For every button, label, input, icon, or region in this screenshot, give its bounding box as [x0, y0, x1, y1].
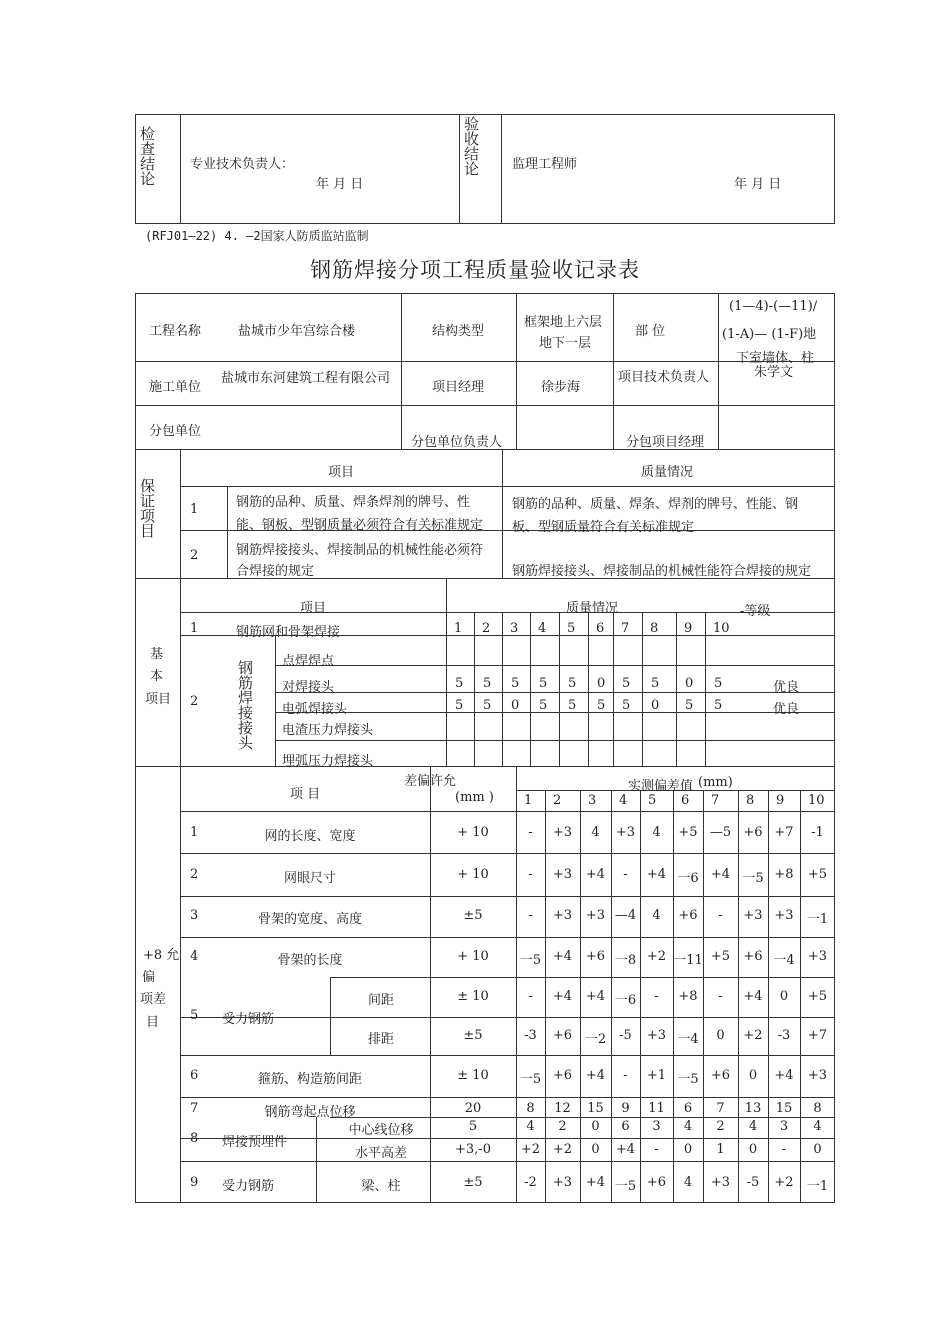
- allow-row-name: 网眼尺寸: [283, 871, 336, 886]
- basic-sub-val: 5: [455, 676, 464, 691]
- page-title: 钢筋焊接分项工程质量验收记录表: [310, 258, 640, 282]
- allow-row-no: 9: [190, 1175, 199, 1190]
- basic-col-num: 10: [713, 621, 730, 636]
- allow-row-val: +5: [710, 949, 731, 964]
- allow-row-val: 4: [683, 1119, 693, 1134]
- allow-row-allow: ±5: [463, 1028, 483, 1043]
- basic-sub-val: 0: [685, 676, 694, 691]
- allow-col-measure-unit: (mm): [698, 775, 733, 790]
- allow-row-no: 4: [190, 949, 199, 964]
- basic-col-num: 5: [567, 621, 576, 636]
- divider: [613, 293, 614, 449]
- divider: [180, 449, 181, 578]
- allow-row-val: -3: [777, 1028, 791, 1043]
- allow-col-allow: 差偏许允: [404, 774, 457, 789]
- check-conclusion-label: 检查结论: [138, 126, 156, 186]
- divider: [275, 665, 835, 666]
- divider: [180, 811, 835, 812]
- allow-row-val: +8: [774, 867, 794, 882]
- basic-sub-val: 5: [539, 676, 548, 691]
- guarantee-col-quality: 质量情况: [641, 465, 694, 480]
- allow-row-no: 8: [190, 1131, 199, 1146]
- divider: [718, 293, 719, 449]
- basic-sub-val: 5: [568, 676, 577, 691]
- basic-col-num: 6: [596, 621, 605, 636]
- allow-row-val: 一1: [806, 1179, 829, 1194]
- basic-sub-name: 电渣压力焊接头: [282, 723, 374, 738]
- tech-label: 项目技术负责人: [618, 370, 710, 385]
- allow-row-val: -: [623, 867, 628, 882]
- basic-col-item: 项目: [300, 601, 327, 616]
- allow-col-num: 10: [808, 793, 825, 808]
- basic-col-num: 9: [684, 621, 693, 636]
- allow-row-val: 4: [591, 825, 600, 840]
- divider: [401, 293, 402, 449]
- allow-col-num: 6: [681, 793, 690, 808]
- basic-sub-val: 5: [483, 698, 492, 713]
- allow-row-val: +3: [552, 908, 573, 923]
- allow-row-val: +3: [807, 1068, 828, 1083]
- allow-row-val: 一1: [806, 912, 829, 927]
- allow-label: 偏: [142, 970, 156, 985]
- pm-label: 项目经理: [432, 380, 485, 395]
- sub-pm-label: 分包项目经理: [626, 435, 705, 450]
- allow-row-val: 4: [652, 908, 661, 923]
- allow-row-sub: 梁、柱: [361, 1179, 401, 1194]
- allow-row-name: 骨架的长度: [277, 953, 343, 968]
- basic-col-num: 2: [482, 621, 491, 636]
- basic-sub-val: 5: [568, 698, 577, 713]
- allow-row-val: +7: [774, 825, 794, 840]
- allow-row-val: -2: [524, 1175, 537, 1190]
- allow-row-val: -5: [619, 1028, 632, 1043]
- allow-row-val: 0: [591, 1142, 600, 1157]
- allow-row-val: +2: [646, 949, 667, 964]
- basic-label: 本: [150, 669, 164, 684]
- basic-col-num: 7: [621, 621, 630, 636]
- part-label: 部 位: [635, 324, 666, 339]
- allow-row-val: +5: [807, 989, 828, 1004]
- allow-row-val: -: [718, 989, 723, 1004]
- allow-row-val: 4: [748, 1119, 758, 1134]
- allow-row-val: +4: [743, 989, 763, 1004]
- g-row-item: 钢筋的品种、质量、焊条焊剂的牌号、性: [236, 495, 471, 510]
- allow-col-num: 5: [648, 793, 657, 808]
- project-name-label: 工程名称: [149, 324, 202, 339]
- pm: 徐步海: [541, 380, 581, 395]
- allow-row-val: 13: [744, 1101, 762, 1116]
- allow-col-num: 1: [524, 793, 533, 808]
- allow-row-val: +3: [552, 867, 573, 882]
- project-name: 盐城市少年宫综合楼: [238, 324, 356, 339]
- basic-col-num: 4: [538, 621, 547, 636]
- allow-row-val: 一5: [742, 871, 764, 886]
- part-3: 下室墙体、柱: [736, 351, 815, 366]
- allow-row-val: +6: [743, 825, 763, 840]
- allow-row-val: +6: [552, 1028, 573, 1043]
- allow-row-allow: ± 10: [457, 989, 489, 1004]
- allow-row-val: +6: [552, 1068, 573, 1083]
- basic-sub-val: 5: [714, 698, 723, 713]
- divider: [135, 405, 835, 406]
- divider: [180, 612, 835, 613]
- basic-label: 项目: [145, 692, 172, 707]
- date-1: 年 月 日: [316, 177, 364, 192]
- allow-row-allow: + 10: [457, 825, 489, 840]
- allow-row-val: 4: [526, 1119, 535, 1134]
- allow-row-val: +6: [585, 949, 606, 964]
- allow-row-val: 4: [813, 1119, 822, 1134]
- divider: [446, 578, 447, 766]
- guarantee-label: 保证项目: [138, 478, 156, 538]
- allow-row-val: +4: [646, 867, 667, 882]
- allow-col-num: 8: [746, 793, 755, 808]
- divider: [135, 766, 835, 767]
- builder: 盐城市东河建筑工程有限公司: [221, 371, 391, 386]
- basic-sub-val: 5: [483, 676, 492, 691]
- allow-row-val: -: [528, 825, 533, 840]
- allow-row-val: -: [781, 1142, 787, 1157]
- allow-row-val: +6: [710, 1068, 731, 1083]
- allow-row-val: -: [623, 1068, 628, 1083]
- allow-row-val: -: [528, 908, 533, 923]
- allow-row-val: 7: [716, 1101, 725, 1116]
- allow-row-name: 焊接预埋件: [222, 1135, 288, 1150]
- allow-row-val: +3: [552, 1175, 573, 1190]
- allow-row-val: 1: [716, 1142, 725, 1157]
- allow-row-val: 一5: [519, 953, 542, 968]
- basic-sub-val: 5: [597, 698, 606, 713]
- allow-row-val: +4: [585, 867, 606, 882]
- allow-row-val: -: [654, 989, 659, 1004]
- divider: [180, 1161, 835, 1162]
- allow-row-val: 一4: [773, 953, 795, 968]
- allow-row-allow: + 10: [457, 949, 489, 964]
- divider: [516, 293, 517, 449]
- allow-row-no: 1: [190, 825, 199, 840]
- allow-row-name: 受力钢筋: [222, 1012, 275, 1027]
- tech-person-label: 专业技术负责人：: [190, 157, 295, 172]
- allow-row-val: 3: [779, 1119, 789, 1134]
- allow-row-val: 6: [621, 1119, 630, 1134]
- allow-row-val: +4: [710, 867, 731, 882]
- basic-col-num: 1: [454, 621, 463, 636]
- allow-row-val: 一5: [677, 1072, 699, 1087]
- sub-head-label: 分包单位负责人: [411, 435, 503, 450]
- allow-row-allow: 5: [468, 1119, 478, 1134]
- part-2: (1-A)— (1-F)地: [722, 327, 817, 342]
- divider: [180, 937, 835, 938]
- divider: [227, 486, 228, 578]
- allow-row-val: 0: [813, 1142, 822, 1157]
- divider: [275, 740, 835, 741]
- divider: [180, 114, 181, 224]
- basic-row2-no: 2: [190, 694, 199, 709]
- allow-row-val: -: [718, 908, 723, 923]
- allow-row-val: 一8: [614, 953, 637, 968]
- structure-type-2: 地下一层: [539, 336, 592, 351]
- part-1: (1—4)-(—11)/: [729, 299, 818, 314]
- g-row-item: 钢筋焊接接头、焊接制品的机械性能必须符: [236, 543, 484, 558]
- allow-row-val: 一6: [614, 993, 637, 1008]
- guarantee-col-item: 项目: [328, 465, 355, 480]
- allow-row-val: 12: [554, 1101, 571, 1116]
- divider: [501, 114, 502, 224]
- basic-grade: -等级: [740, 604, 771, 619]
- basic-sub-val: 5: [511, 676, 520, 691]
- allow-row-name: 网的长度、宽度: [264, 829, 356, 844]
- divider: [275, 712, 835, 713]
- g-row-item: 能、钢板、型钢质量必须符合有关标准规定: [236, 518, 484, 533]
- allow-row-val: 0: [779, 989, 789, 1004]
- allow-row-val: 0: [683, 1142, 693, 1157]
- basic-sub-grade: 优良: [773, 680, 800, 695]
- allow-row-val: 0: [591, 1119, 600, 1134]
- allow-col-measure: 实测偏差值: [628, 779, 694, 794]
- date-2: 年 月 日: [734, 177, 782, 192]
- basic-sub-val: 5: [539, 698, 548, 713]
- allow-label: 项差: [140, 992, 167, 1007]
- basic-sub-val: 5: [622, 676, 631, 691]
- g-row-no: 1: [190, 502, 199, 517]
- basic-sub-val: 0: [511, 698, 520, 713]
- basic-sub-name: 对焊接头: [282, 680, 335, 695]
- supervisor-label: 监理工程师: [512, 157, 578, 172]
- allow-row-name: 箍筋、构造筋间距: [257, 1072, 362, 1087]
- allow-row-val: +3: [646, 1028, 667, 1043]
- basic-sub-val: 5: [651, 676, 660, 691]
- allow-row-allow: +3,-0: [455, 1142, 491, 1157]
- allow-row-allow: + 10: [457, 867, 489, 882]
- allow-row-val: 4: [683, 1175, 693, 1190]
- allow-row-val: 一6: [677, 871, 699, 886]
- divider: [330, 977, 331, 1055]
- allow-row-val: 11: [648, 1101, 665, 1116]
- structure-type-1: 框架地上六层: [524, 315, 603, 330]
- divider: [180, 1017, 835, 1018]
- basic-row1-no: 1: [190, 621, 199, 636]
- allow-row-val: 2: [716, 1119, 725, 1134]
- g-row-quality: 钢筋焊接接头、焊接制品的机械性能符合焊接的规定: [512, 564, 812, 579]
- allow-row-sub: 排距: [367, 1032, 394, 1047]
- divider: [180, 578, 181, 766]
- divider: [502, 449, 503, 578]
- allow-row-val: 一5: [614, 1179, 637, 1194]
- allow-row-allow: 20: [464, 1101, 482, 1116]
- basic-sub-name: 点焊焊点: [282, 654, 335, 669]
- basic-col-num: 8: [650, 621, 659, 636]
- basic-col-quality: 质量情况: [566, 601, 619, 616]
- divider: [275, 692, 835, 693]
- allow-row-val: +3: [585, 908, 606, 923]
- allow-row-val: 一5: [519, 1072, 542, 1087]
- basic-sub-val: 0: [651, 698, 660, 713]
- allow-row-name: 受力钢筋: [222, 1179, 275, 1194]
- allow-row-no: 5: [190, 1008, 199, 1023]
- allow-row-val: -: [528, 989, 533, 1004]
- allow-row-val: 3: [652, 1119, 661, 1134]
- allow-row-val: -5: [746, 1175, 760, 1190]
- allow-row-val: +2: [743, 1028, 763, 1043]
- basic-sub-val: 0: [597, 676, 606, 691]
- allow-row-no: 2: [190, 867, 199, 882]
- allow-row-val: 8: [526, 1101, 535, 1116]
- divider: [180, 486, 835, 487]
- builder-label: 施工单位: [149, 380, 202, 395]
- basic-sub-val: 5: [622, 698, 631, 713]
- allow-col-item: 项 目: [290, 787, 321, 802]
- allow-row-allow: ±5: [463, 1175, 483, 1190]
- basic-sub-val: 5: [455, 698, 464, 713]
- allow-row-val: +2: [774, 1175, 794, 1190]
- allow-row-sub: 中心线位移: [348, 1123, 414, 1138]
- allow-row-val: 0: [748, 1068, 758, 1083]
- allow-label: 目: [146, 1015, 160, 1030]
- allow-row-no: 3: [190, 908, 199, 923]
- accept-conclusion-label: 验收结论: [462, 116, 480, 176]
- allow-row-val: -: [654, 1142, 659, 1157]
- allow-row-val: +6: [646, 1175, 667, 1190]
- g-row-quality: 钢筋的品种、质量、焊条、焊剂的牌号、性能、钢: [512, 497, 799, 512]
- allow-col-num: 2: [553, 793, 562, 808]
- sub-label: 分包单位: [149, 424, 202, 439]
- divider: [330, 1117, 835, 1118]
- allow-row-val: +7: [807, 1028, 828, 1043]
- allow-row-val: 一4: [677, 1032, 699, 1047]
- allow-row-val: 0: [716, 1028, 725, 1043]
- allow-row-val: -3: [524, 1028, 537, 1043]
- allow-row-sub: 间距: [367, 993, 394, 1008]
- allow-row-val: +5: [678, 825, 698, 840]
- allow-row-val: 6: [683, 1101, 693, 1116]
- allow-row-val: —4: [614, 908, 637, 923]
- g-row-item: 合焊接的规定: [236, 564, 315, 579]
- allow-row-val: 一11: [673, 953, 703, 968]
- allow-row-no: 6: [190, 1068, 199, 1083]
- allow-row-val: 15: [587, 1101, 604, 1116]
- allow-row-allow: ± 10: [457, 1068, 489, 1083]
- allow-row-val: —5: [709, 825, 732, 840]
- allow-row-val: +3: [743, 908, 763, 923]
- basic-row1-name: 钢筋网和骨架焊接: [236, 625, 341, 640]
- allow-row-val: -: [528, 867, 533, 882]
- allow-row-val: +3: [774, 908, 794, 923]
- allow-row-val: +5: [807, 867, 828, 882]
- allow-row-val: 15: [775, 1101, 793, 1116]
- allow-row-val: +6: [743, 949, 763, 964]
- basic-label: 基: [150, 647, 164, 662]
- allow-row-val: +3: [615, 825, 636, 840]
- basic-sub-name: 埋弧压力焊接头: [282, 754, 374, 769]
- allow-row-val: 一2: [584, 1032, 607, 1047]
- g-row-quality: 板、型钢质量符合有关标准规定: [512, 520, 695, 535]
- allow-row-val: +3: [552, 825, 573, 840]
- allow-row-name: 骨架的宽度、高度: [257, 912, 362, 927]
- allow-row-val: +4: [585, 1175, 606, 1190]
- allow-row-allow: ±5: [463, 908, 483, 923]
- allow-row-no: 7: [190, 1101, 199, 1116]
- allow-col-num: 4: [619, 793, 628, 808]
- basic-sub-val: 5: [714, 676, 723, 691]
- divider: [180, 853, 835, 854]
- form-code: (RFJ01—22) 4. —2国家人防质监站监制: [145, 229, 369, 243]
- allow-row-val: +4: [585, 989, 606, 1004]
- allow-row-val: 2: [558, 1119, 567, 1134]
- allow-row-val: +6: [678, 908, 698, 923]
- allow-row-val: +3: [807, 949, 828, 964]
- tech: 朱学文: [754, 365, 794, 380]
- divider: [459, 114, 460, 224]
- allow-row-val: +4: [615, 1142, 636, 1157]
- basic-sub-val: 5: [685, 698, 694, 713]
- allow-col-num: 9: [776, 793, 785, 808]
- allow-label: +8 允: [143, 948, 180, 963]
- allow-row-val: +2: [520, 1142, 541, 1157]
- structure-type-label: 结构类型: [432, 324, 485, 339]
- divider: [275, 635, 276, 766]
- allow-row-val: +8: [678, 989, 698, 1004]
- basic-col-num: 3: [510, 621, 519, 636]
- divider: [180, 896, 835, 897]
- allow-col-num: 3: [588, 793, 597, 808]
- allow-row-val: 9: [621, 1101, 630, 1116]
- allow-row-val: +4: [552, 949, 573, 964]
- allow-row-sub: 水平高差: [354, 1146, 407, 1161]
- allow-row-val: +4: [552, 989, 573, 1004]
- allow-row-name: 钢筋弯起点位移: [264, 1105, 356, 1120]
- allow-row-val: 4: [652, 825, 661, 840]
- divider: [330, 977, 835, 978]
- allow-row-val: +2: [552, 1142, 573, 1157]
- allow-row-val: +1: [646, 1068, 667, 1083]
- g-row-no: 2: [190, 548, 199, 563]
- allow-row-val: 8: [813, 1101, 822, 1116]
- allow-row-val: +3: [710, 1175, 731, 1190]
- allow-row-val: 0: [748, 1142, 758, 1157]
- basic-sub-name: 电弧焊接头: [282, 702, 348, 717]
- allow-row-val: +4: [585, 1068, 606, 1083]
- allow-col-unit: (mm ): [455, 790, 494, 805]
- divider: [135, 361, 835, 362]
- divider: [180, 1055, 835, 1056]
- basic-sub-grade: 优良: [773, 702, 800, 717]
- divider: [316, 1117, 317, 1203]
- allow-row-val: +4: [774, 1068, 794, 1083]
- allow-col-num: 7: [711, 793, 720, 808]
- divider: [180, 1097, 835, 1098]
- basic-row2-vertical: 钢筋焊接接头: [236, 660, 254, 750]
- allow-row-val: -1: [811, 825, 824, 840]
